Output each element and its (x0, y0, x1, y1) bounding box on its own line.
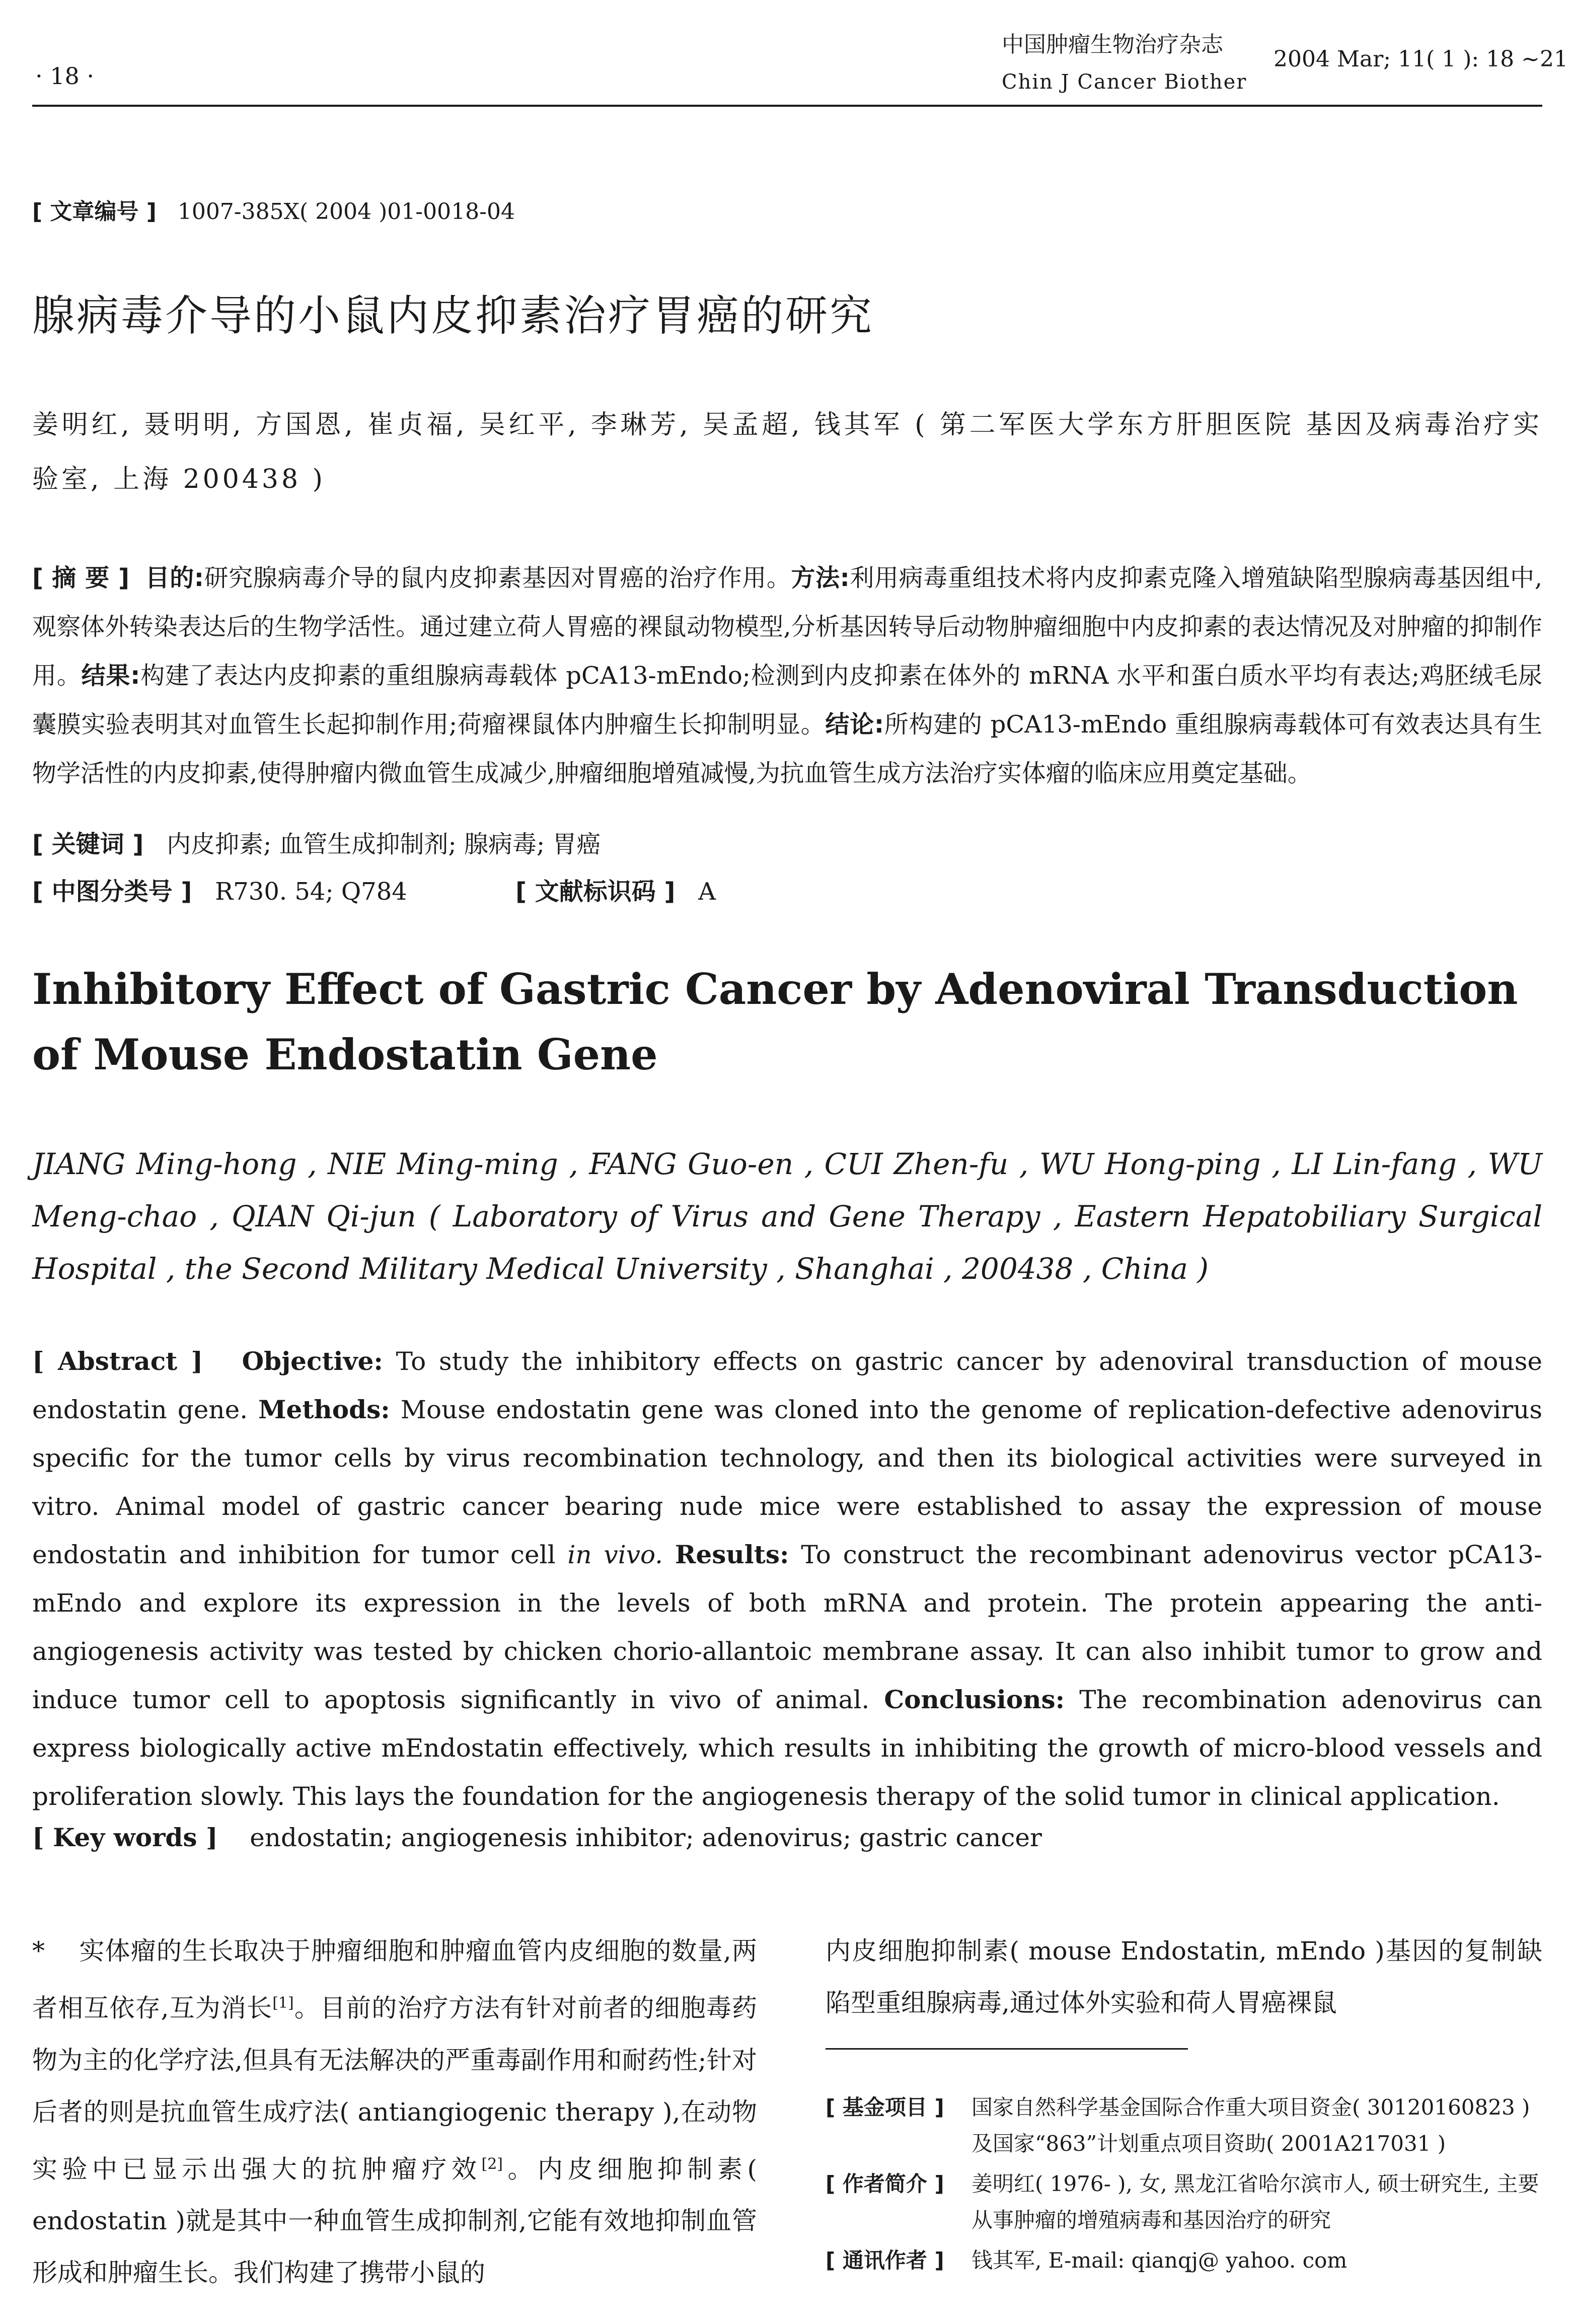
methods-en: Mouse endostatin gene was cloned into the genome of replication-defective adenovirus specific for the tumor cells by virus recombination technology, and then its biological activities were surveyed in vitro. Animal model of gastric cancer bearing nude mice were established to assay the expression of mouse endostatin and inhibition for tumor cell (32, 1395, 1542, 1569)
methods-en-label: Methods: (258, 1395, 390, 1424)
footnote-author-bio (826, 2166, 1542, 2238)
header-rule (32, 105, 1542, 107)
keywords-en (32, 1823, 1042, 1852)
methods-cn-label: 方法: (791, 564, 850, 592)
conclusion-en: The recombination adenovirus can express biologically active mEndostatin effectively, which results in inhibiting the growth of micro-blood vessels and proliferation slowly. This lays the foundation for the angiogenesis therapy of the solid tumor in clinical application. (32, 1685, 1542, 1811)
footnote-corresponding (826, 2242, 1542, 2279)
doc-code-value: A (698, 878, 716, 906)
citation-1: [1] (272, 1994, 294, 2012)
abstract-cn-label: [ 摘 要 ] (32, 564, 129, 592)
objective-cn: 研究腺病毒介导的鼠内皮抑素基因对胃癌的治疗作用。 (203, 564, 791, 592)
results-en-label: Results: (675, 1540, 789, 1569)
authors-cn: 姜明红, 聂明明, 方国恩, 崔贞福, 吴红平, 李琳芳, 吴孟超, 钱其军 ( 第二军医大学东方肝胆医院 基因及病毒治疗实验室, 上海 200438 ) (32, 410, 1542, 494)
footnotes (826, 2089, 1542, 2279)
keywords-en-value: endostatin; angiogenesis inhibitor; adenovirus; gastric cancer (250, 1823, 1042, 1852)
keywords-cn-value: 内皮抑素; 血管生成抑制剂; 腺病毒; 胃癌 (167, 830, 601, 858)
footnote-corresponding-label: [ 通讯作者 ] (826, 2248, 944, 2273)
abstract-en-label: [ Abstract ] (32, 1346, 203, 1376)
title-en: Inhibitory Effect of Gastric Cancer by Adenoviral Transduction of Mouse Endostatin Gene (32, 964, 1518, 1079)
footnote-corresponding-text: 钱其军, E-mail: qianqj@ yahoo. com (971, 2248, 1348, 2273)
article-number (32, 193, 515, 226)
footnote-star: * (32, 1936, 45, 1966)
footnote-rule (826, 2048, 1188, 2050)
body-right-column: 内皮细胞抑制素( mouse Endostatin, mEndo )基因的复制缺陷型重组腺病毒,通过体外实验和荷人胃癌裸鼠 (826, 1936, 1542, 2017)
results-cn: 构建了表达内皮抑素的重组腺病毒载体 pCA13-mEndo;检测到内皮抑素在体外的 mRNA 水平和蛋白质水平均有表达;鸡胚绒毛尿囊膜实验表明其对血管生长起抑制作用;荷瘤裸鼠体内肿瘤生长抑制明显。 (32, 662, 1542, 739)
page-number: · 18 · (35, 62, 95, 90)
conclusion-cn-label: 结论: (825, 710, 884, 739)
abstract-cn (32, 554, 1542, 798)
doc-code-label: [ 文献标识码 ] (515, 878, 676, 906)
authors-en: JIANG Ming-hong , NIE Ming-ming , FANG Guo-en , CUI Zhen-fu , WU Hong-ping , LI Lin-fang , WU Meng-chao , QIAN Qi-jun ( Laboratory of Virus and Gene Therapy , Eastern Hepatobiliary Surgical Hospital , the Second Military Medical University , Shanghai , 200438 , China ) (32, 1147, 1542, 1286)
body-left-column (32, 1925, 757, 2299)
keywords-cn-label: [ 关键词 ] (32, 830, 144, 858)
footnote-funding-label: [ 基金项目 ] (826, 2095, 944, 2120)
objective-cn-label: 目的: (145, 564, 204, 592)
footnote-funding-text: 国家自然科学基金国际合作重大项目资金( 30120160823 )及国家“863”计划重点项目资助( 2001A217031 ) (971, 2095, 1530, 2156)
results-en: To construct the recombinant adenovirus vector pCA13-mEndo and explore its expression in the levels of both mRNA and protein. The protein appearing the anti-angiogenesis activity was tested by chicken chorio-allantoic membrane assay. It can also inhibit tumor to grow and induce tumor cell to apoptosis significantly in vivo of animal. (32, 1540, 1542, 1714)
journal-name-cn: 中国肿瘤生物治疗杂志 (1002, 32, 1223, 57)
title-cn: 腺病毒介导的小鼠内皮抑素治疗胃癌的研究 (32, 291, 874, 340)
footnote-author-bio-label: [ 作者简介 ] (826, 2171, 944, 2196)
keywords-en-label: [ Key words ] (32, 1823, 218, 1852)
article-number-label: [ 文章编号 ] (32, 199, 157, 225)
objective-en-label: Objective: (242, 1346, 383, 1376)
conclusion-cn: 所构建的 pCA13-mEndo 重组腺病毒载体可有效表达具有生物学活性的内皮抑素,使得肿瘤内微血管生成减少,肿瘤细胞增殖减慢,为抗血管生成方法治疗实体瘤的临床应用奠定基础。 (32, 710, 1542, 787)
citation-2: [2] (481, 2155, 503, 2173)
footnote-funding (826, 2089, 1542, 2162)
footnote-author-bio-text: 姜明红( 1976- ), 女, 黑龙江省哈尔滨市人, 硕士研究生, 主要从事肿瘤的增殖病毒和基因治疗的研究 (971, 2171, 1539, 2232)
journal-name (1002, 26, 1253, 101)
issue-info: 2004 Mar; 11( 1 ): 18 ~21 (1274, 46, 1568, 72)
results-cn-label: 结果: (81, 662, 140, 690)
body-text-3: 。内皮细胞抑制素( endostatin )就是其中一种血管生成抑制剂,它能有效地抑制血管形成和肿瘤生长。我们构建了携带小鼠的 (32, 2154, 758, 2288)
keywords-cn (32, 825, 601, 859)
clc-value: R730. 54; Q784 (215, 878, 407, 906)
abstract-en (32, 1337, 1542, 1821)
body-text-1: 实体瘤的生长取决于肿瘤细胞和肿瘤血管内皮细胞的数量,两者相互依存,互为消长 (32, 1936, 757, 2023)
journal-name-en: Chin J Cancer Biother (1002, 70, 1247, 94)
methods-cn: 利用病毒重组技术将内皮抑素克隆入增殖缺陷型腺病毒基因组中,观察体外转染表达后的生物学活性。通过建立荷人胃癌的裸鼠动物模型,分析基因转导后动物肿瘤细胞中内皮抑素的表达情况及对肿瘤的抑制作用。 (32, 564, 1542, 690)
classification-row (32, 872, 716, 907)
in-vivo-text: in vivo. (567, 1540, 663, 1569)
article-number-value: 1007-385X( 2004 )01-0018-04 (177, 199, 515, 225)
objective-en: To study the inhibitory effects on gastric cancer by adenoviral transduction of mouse endostatin gene. (32, 1347, 1542, 1424)
conclusion-en-label: Conclusions: (884, 1685, 1065, 1714)
body-text-2: 。目前的治疗方法有针对前者的细胞毒药物为主的化学疗法,但具有无法解决的严重毒副作用和耐药性;针对后者的则是抗血管生成疗法( antiangiogenic therapy ),在动物实验中已显示出强大的抗肿瘤疗效 (32, 1993, 757, 2184)
clc-label: [ 中图分类号 ] (32, 878, 192, 906)
